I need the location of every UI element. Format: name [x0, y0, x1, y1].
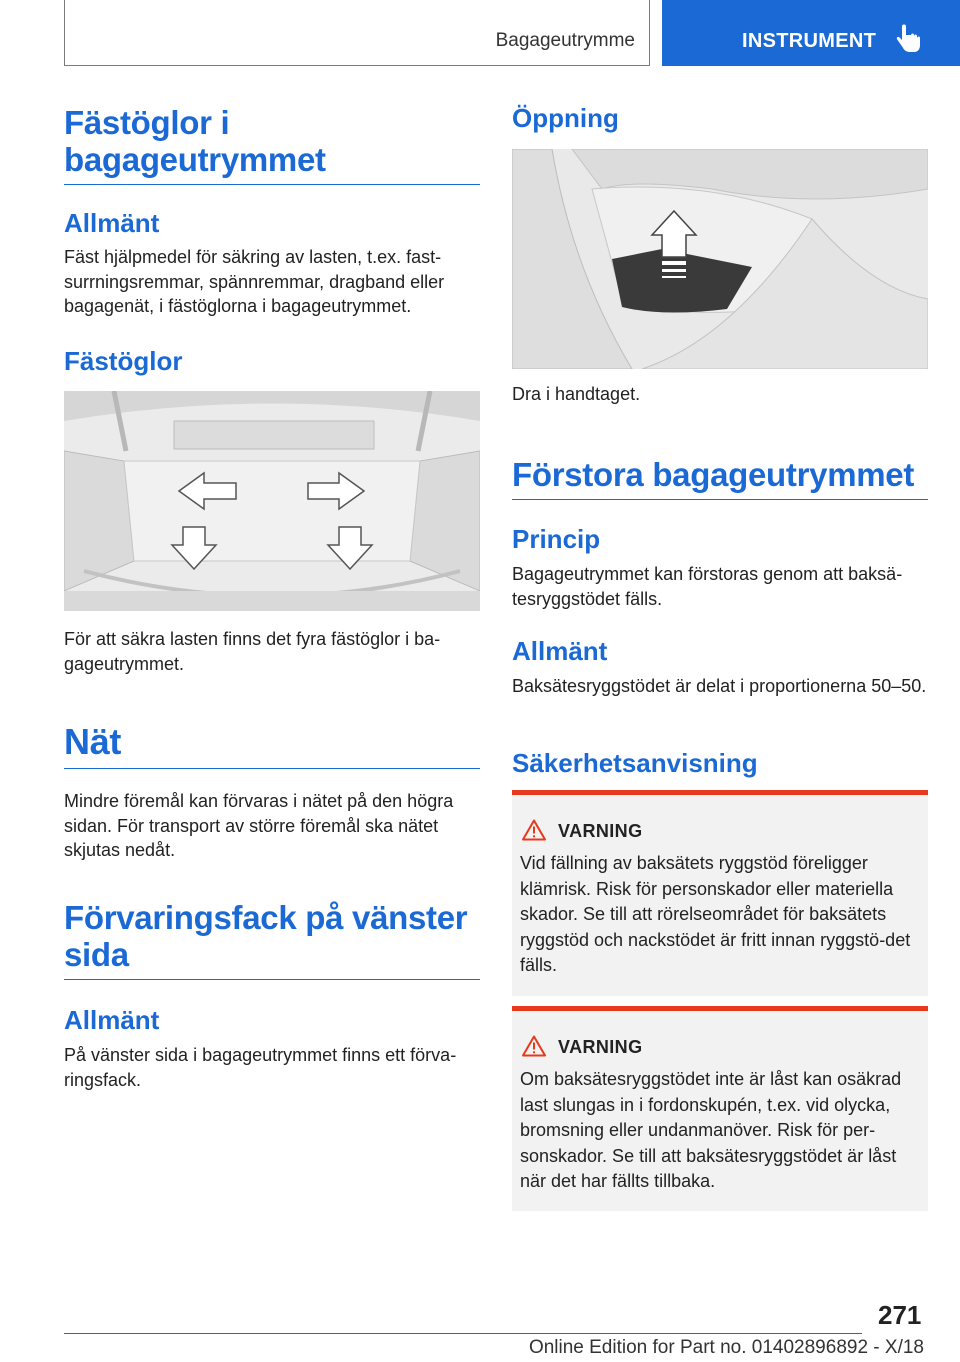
- subheading-allmant-2: Allmänt: [64, 1005, 160, 1035]
- subheading-princip: Princip: [512, 524, 601, 554]
- footer-edition: Online Edition for Part no. 01402896892 - X/18: [528, 1337, 924, 1358]
- heading-nat: Nät: [64, 722, 480, 769]
- warning-label-2: VARNING: [558, 1037, 643, 1057]
- caption-oppning: Dra i handtaget.: [512, 384, 641, 404]
- page-number: 271: [878, 1300, 922, 1330]
- paragraph-allmant-1: Fäst hjälpmedel för säkring av lasten, t.ex. fast-surrningsremmar, spännremmar, dragband eller bagagenät, i fästöglorna i bagageutrymmet.: [64, 247, 445, 316]
- heading-forstora-bagageutrymmet: Förstora bagageutrymmet: [512, 456, 928, 500]
- subheading-oppning: Öppning: [512, 103, 619, 133]
- warning-text-1: Vid fällning av baksätets ryggstöd föreligger klämrisk. Risk för personskador eller materiella skador. Se till att rörelseområdet för baksätets ryggstöd och nackstödet är fritt innan ryggstö-det fälls.: [520, 853, 911, 975]
- caption-fastoglor: För att säkra lasten finns det fyra fästöglor i ba-gageutrymmet.: [64, 629, 441, 674]
- storage-compartment-handle-illustration: [512, 149, 928, 369]
- warning-text-2: Om baksätesryggstödet inte är låst kan osäkrad last slungas in i fordonskupén, t.ex. vid olycka, bromsning eller undanmanöver. Risk för per-sonskador. Se till att baksätesryggstödet är låst när det har fällts tillbaka.: [520, 1069, 902, 1191]
- trunk-tie-down-illustration: [64, 391, 480, 611]
- heading-fastoglor-i-bagageutrymmet: Fästöglor i bagageutrymmet: [64, 104, 480, 185]
- paragraph-allmant-right: Baksätesryggstödet är delat i proportionerna 50–50.: [512, 676, 927, 696]
- footer-divider: [64, 1333, 862, 1334]
- warning-label-1: VARNING: [558, 821, 643, 841]
- paragraph-princip: Bagageutrymmet kan förstoras genom att baksä-tesryggstödet fälls.: [512, 564, 903, 609]
- warning-triangle-icon: [522, 1035, 546, 1057]
- subheading-sakerhetsanvisning: Säkerhetsanvisning: [512, 748, 758, 778]
- warning-triangle-icon: [522, 819, 546, 841]
- heading-forvaringsfack: Förvaringsfack på vänster sida: [64, 899, 480, 980]
- warning-box-2: [512, 1006, 928, 1211]
- subheading-allmant-right: Allmänt: [512, 636, 608, 666]
- header-section-title: Bagageutrymme: [495, 30, 635, 51]
- warning-box-1: [512, 790, 928, 996]
- header-chapter-tab[interactable]: [662, 0, 960, 66]
- paragraph-nat: Mindre föremål kan förvaras i nätet på den högra sidan. För transport av större föremål ska nätet skjutas nedåt.: [64, 791, 454, 860]
- paragraph-allmant-2: På vänster sida i bagageutrymmet finns ett förva-ringsfack.: [64, 1045, 457, 1090]
- header-section-box: [64, 0, 650, 66]
- subheading-allmant-1: Allmänt: [64, 208, 160, 238]
- subheading-fastoglor: Fästöglor: [64, 346, 183, 376]
- header-chapter-title: INSTRUMENT: [742, 30, 877, 52]
- hand-pointer-icon: [896, 24, 922, 54]
